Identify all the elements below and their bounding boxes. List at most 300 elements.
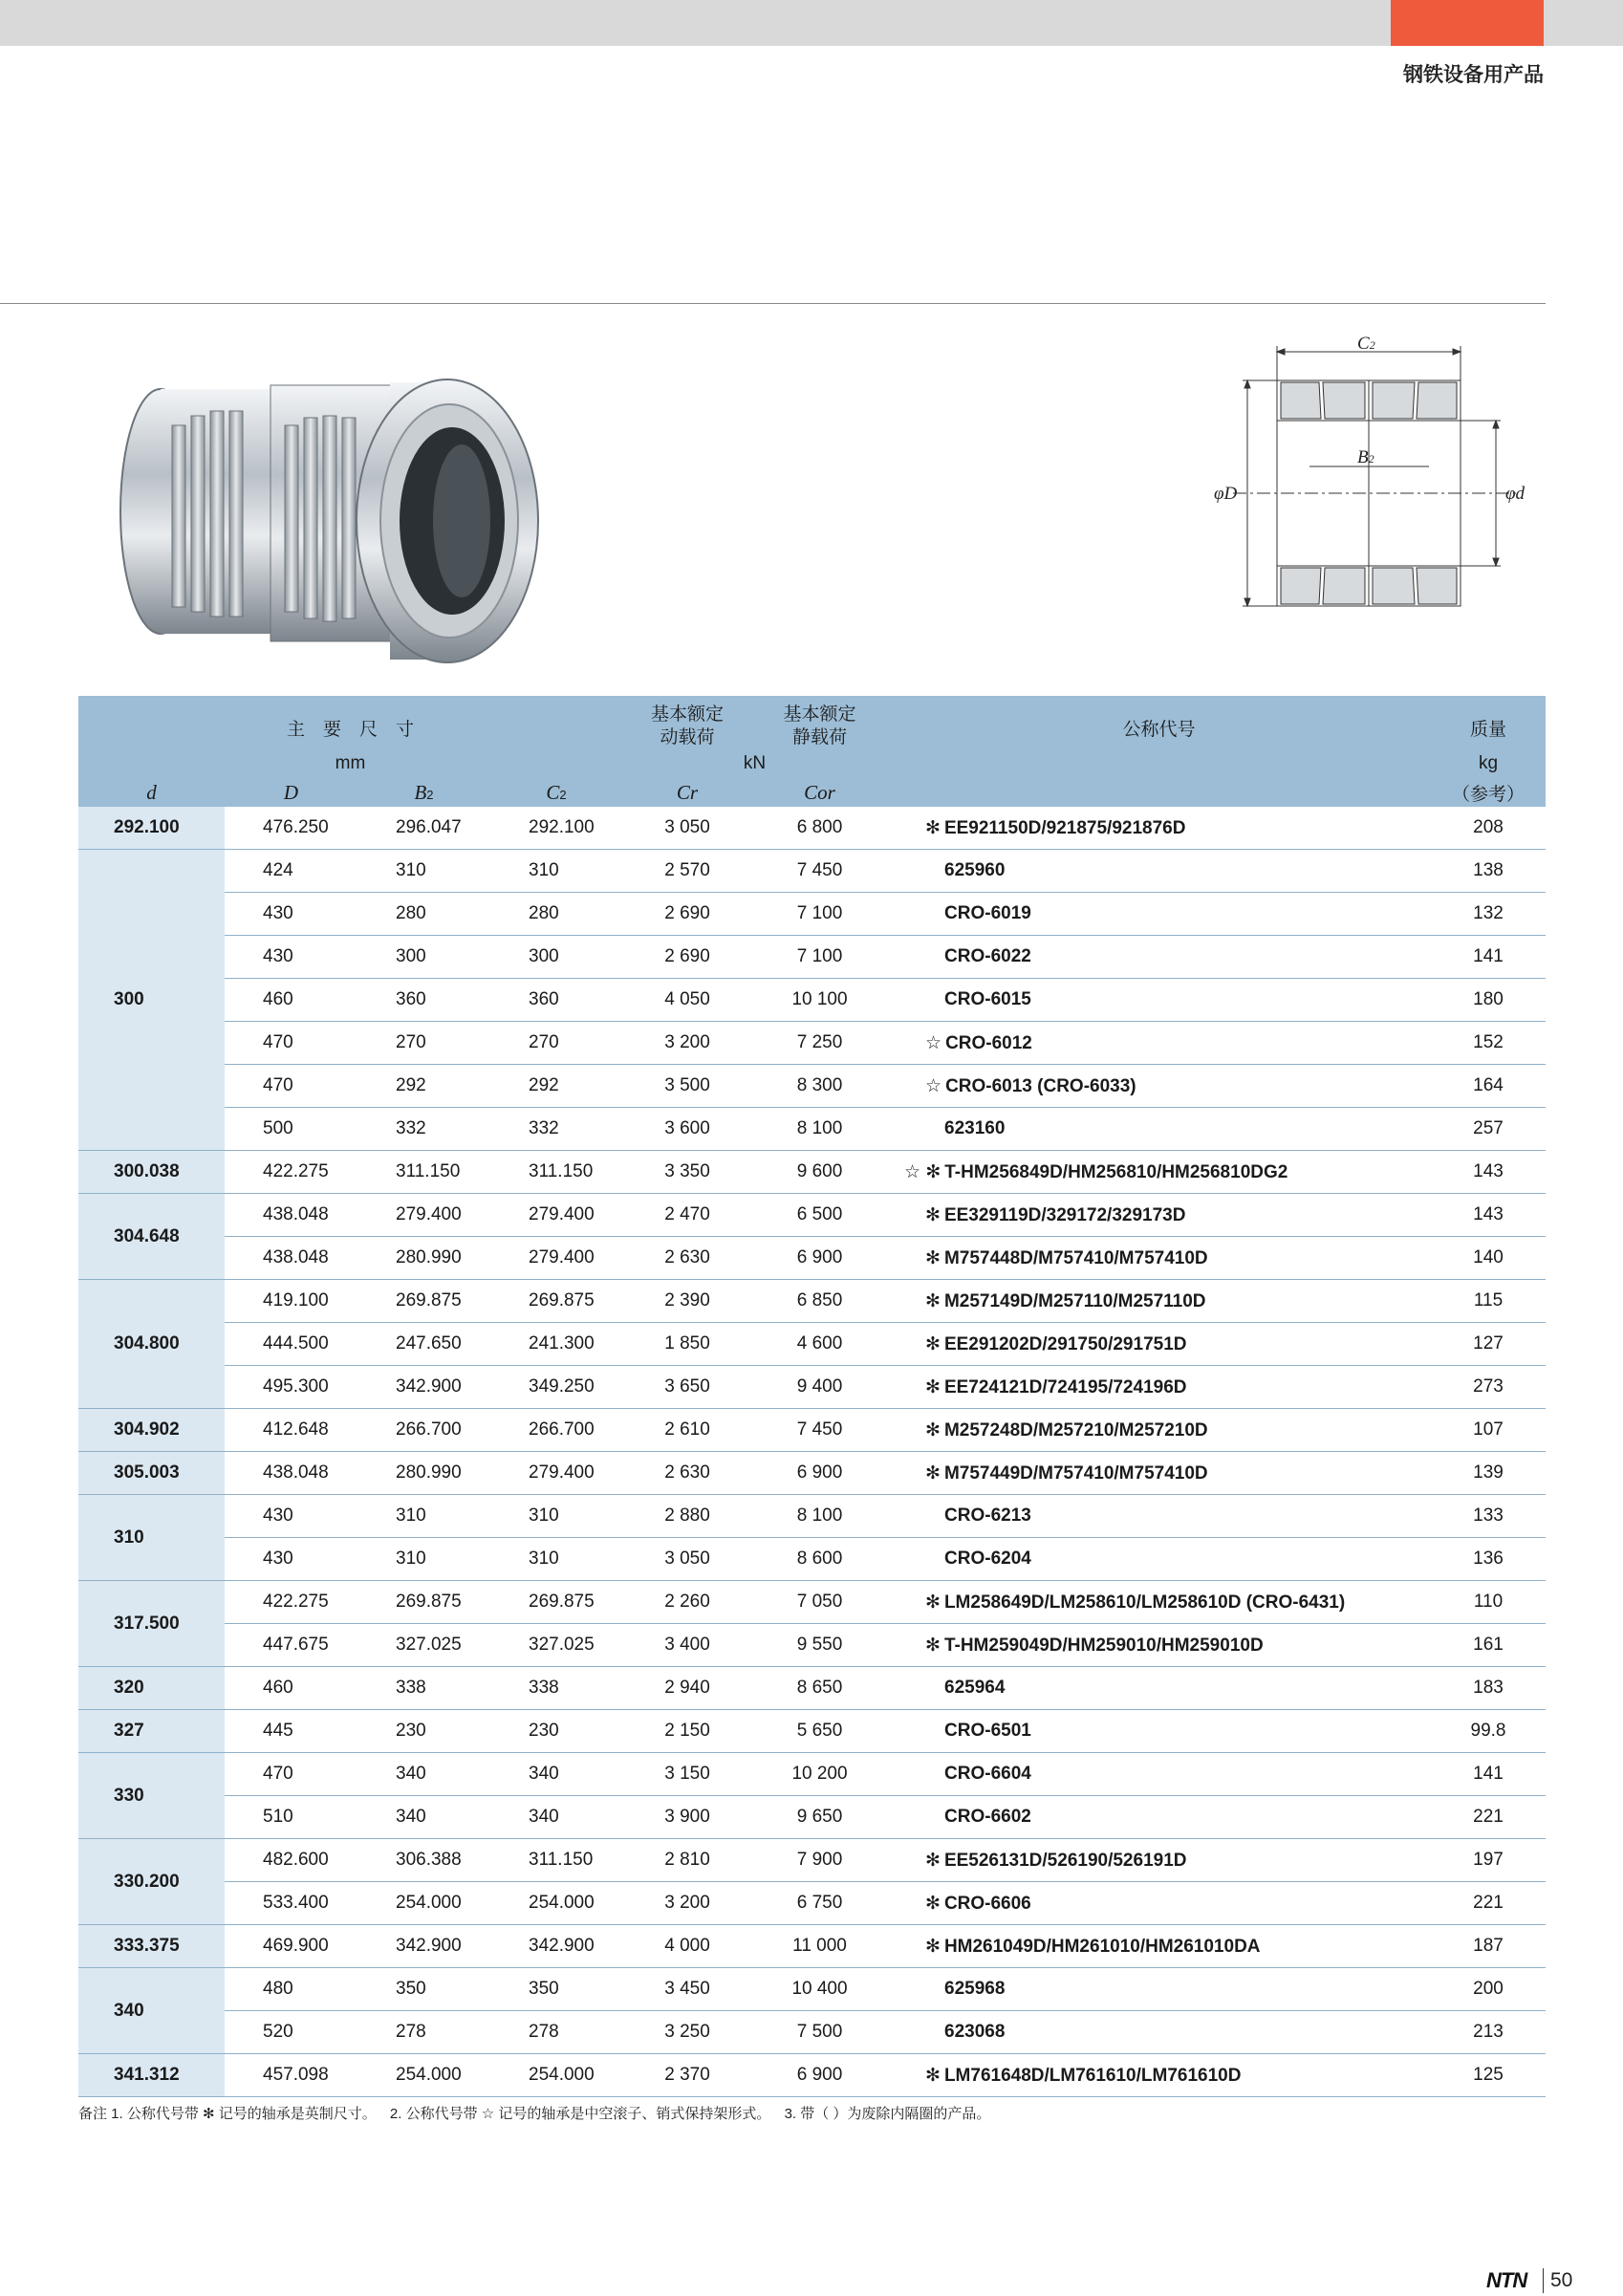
dynamic-load-cell: 2 630 xyxy=(622,1452,752,1495)
bore-diameter-cell: 317.500 xyxy=(78,1581,225,1667)
designation-code: EE329119D/329172/329173D xyxy=(943,1204,1186,1225)
outer-width-cell: 279.400 xyxy=(490,1237,622,1280)
bore-diameter-cell: 330.200 xyxy=(78,1839,225,1925)
sym-Cr: Cr xyxy=(676,780,699,804)
static-load-cell: 7 050 xyxy=(752,1581,887,1624)
inner-width-cell: 310 xyxy=(357,850,490,893)
table-row xyxy=(78,1194,1546,1237)
dynamic-load-cell: 2 630 xyxy=(622,1237,752,1280)
table-row xyxy=(78,1108,1546,1151)
header-mass: 质量 xyxy=(1431,696,1546,749)
dynamic-load-cell: 3 450 xyxy=(622,1968,752,2011)
designation-cell xyxy=(887,1667,1431,1710)
bearing-photo xyxy=(103,368,552,688)
table-row xyxy=(78,1710,1546,1753)
outer-diameter-cell: 424 xyxy=(225,850,357,893)
bore-diameter-cell: 310 xyxy=(78,1495,225,1581)
designation-mark: ✻ xyxy=(925,1376,941,1397)
outer-diameter-cell: 470 xyxy=(225,1022,357,1065)
table-row xyxy=(78,893,1546,936)
mass-cell: 141 xyxy=(1431,1753,1546,1796)
designation-code: 625968 xyxy=(944,1979,1006,1999)
outer-width-cell: 241.300 xyxy=(490,1323,622,1366)
dynamic-load-cell: 2 880 xyxy=(622,1495,752,1538)
static-load-cell: 7 250 xyxy=(752,1022,887,1065)
designation-mark: ✻ xyxy=(925,1247,941,1268)
table-row xyxy=(78,1452,1546,1495)
outer-width-cell: 230 xyxy=(490,1710,622,1753)
inner-width-cell: 269.875 xyxy=(357,1581,490,1624)
outer-width-cell: 310 xyxy=(490,1495,622,1538)
outer-diameter-cell: 480 xyxy=(225,1968,357,2011)
dynamic-load-cell: 3 650 xyxy=(622,1366,752,1409)
bearing-cross-section-drawing xyxy=(1214,335,1544,655)
inner-width-cell: 278 xyxy=(357,2011,490,2054)
svg-text:C2 xyxy=(1357,335,1375,354)
outer-width-cell: 342.900 xyxy=(490,1925,622,1968)
static-load-cell: 7 900 xyxy=(752,1839,887,1882)
static-load-cell: 6 900 xyxy=(752,2054,887,2097)
designation-cell xyxy=(887,979,1431,1022)
static-load-cell: 7 450 xyxy=(752,1409,887,1452)
outer-width-cell: 270 xyxy=(490,1022,622,1065)
header-sym-B2 xyxy=(357,778,490,807)
table-row xyxy=(78,1409,1546,1452)
drawing-label-B: B xyxy=(1357,447,1369,467)
static-load-cell: 6 900 xyxy=(752,1452,887,1495)
header-sym-Cor xyxy=(752,778,887,807)
static-load-cell: 8 100 xyxy=(752,1495,887,1538)
bore-diameter-cell: 304.902 xyxy=(78,1409,225,1452)
bore-diameter-cell: 330 xyxy=(78,1753,225,1839)
designation-code: 625960 xyxy=(944,860,1006,880)
outer-width-cell: 311.150 xyxy=(490,1839,622,1882)
outer-diameter-cell: 470 xyxy=(225,1065,357,1108)
outer-width-cell: 269.875 xyxy=(490,1581,622,1624)
dynamic-load-cell: 3 250 xyxy=(622,2011,752,2054)
designation-mark: ✻ xyxy=(925,1204,941,1225)
outer-diameter-cell: 430 xyxy=(225,893,357,936)
inner-width-cell: 269.875 xyxy=(357,1280,490,1323)
sym-d: d xyxy=(146,780,157,804)
designation-cell xyxy=(887,1581,1431,1624)
outer-width-cell: 292 xyxy=(490,1065,622,1108)
sym-C-sub: 2 xyxy=(559,787,567,802)
header-mass-ref: （参考） xyxy=(1431,778,1546,807)
designation-code: 623160 xyxy=(944,1118,1006,1138)
dynamic-load-cell: 3 400 xyxy=(622,1624,752,1667)
designation-cell xyxy=(887,1323,1431,1366)
dynamic-load-cell: 2 940 xyxy=(622,1667,752,1710)
outer-diameter-cell: 460 xyxy=(225,1667,357,1710)
outer-diameter-cell: 430 xyxy=(225,1495,357,1538)
designation-mark: ✻ xyxy=(925,1936,941,1957)
table-row xyxy=(78,936,1546,979)
mass-cell: 140 xyxy=(1431,1237,1546,1280)
inner-width-cell: 300 xyxy=(357,936,490,979)
table-row xyxy=(78,1237,1546,1280)
outer-width-cell: 269.875 xyxy=(490,1280,622,1323)
sym-Cor: Cor xyxy=(804,780,835,804)
inner-width-cell: 266.700 xyxy=(357,1409,490,1452)
designation-mark: ✻ xyxy=(925,1462,941,1484)
mass-cell: 138 xyxy=(1431,850,1546,893)
dynamic-load-cell: 2 470 xyxy=(622,1194,752,1237)
mass-cell: 110 xyxy=(1431,1581,1546,1624)
outer-diameter-cell: 412.648 xyxy=(225,1409,357,1452)
mass-cell: 152 xyxy=(1431,1022,1546,1065)
designation-cell xyxy=(887,1366,1431,1409)
outer-diameter-cell: 438.048 xyxy=(225,1237,357,1280)
table-row xyxy=(78,1065,1546,1108)
mass-cell: 99.8 xyxy=(1431,1710,1546,1753)
designation-cell xyxy=(887,1452,1431,1495)
table-row xyxy=(78,2011,1546,2054)
bore-diameter-cell: 300 xyxy=(78,850,225,1151)
outer-width-cell: 360 xyxy=(490,979,622,1022)
designation-mark: ✻ xyxy=(925,1333,941,1354)
designation-cell xyxy=(887,850,1431,893)
dynamic-load-cell: 3 050 xyxy=(622,807,752,850)
dynamic-load-cell: 2 570 xyxy=(622,850,752,893)
table-row xyxy=(78,1151,1546,1194)
drawing-label-C: C xyxy=(1357,335,1370,354)
table-row xyxy=(78,2054,1546,2097)
outer-width-cell: 292.100 xyxy=(490,807,622,850)
table-row xyxy=(78,979,1546,1022)
designation-mark: ✻ xyxy=(925,1850,941,1871)
inner-width-cell: 311.150 xyxy=(357,1151,490,1194)
header-sym-d xyxy=(78,778,225,807)
inner-width-cell: 306.388 xyxy=(357,1839,490,1882)
mass-cell: 257 xyxy=(1431,1108,1546,1151)
designation-mark: ✻ xyxy=(925,1893,941,1914)
designation-cell xyxy=(887,1065,1431,1108)
mass-cell: 125 xyxy=(1431,2054,1546,2097)
inner-width-cell: 342.900 xyxy=(357,1366,490,1409)
top-bar xyxy=(0,0,1623,46)
sym-B: B xyxy=(414,780,427,804)
designation-code: CRO-6213 xyxy=(944,1505,1031,1526)
table-row xyxy=(78,1796,1546,1839)
outer-diameter-cell: 520 xyxy=(225,2011,357,2054)
static-load-cell: 7 500 xyxy=(752,2011,887,2054)
designation-cell xyxy=(887,1839,1431,1882)
inner-width-cell: 292 xyxy=(357,1065,490,1108)
designation-cell xyxy=(887,1753,1431,1796)
mass-cell: 183 xyxy=(1431,1667,1546,1710)
bore-diameter-cell: 304.800 xyxy=(78,1280,225,1409)
mass-cell: 133 xyxy=(1431,1495,1546,1538)
designation-code: EE526131D/526190/526191D xyxy=(943,1850,1187,1871)
static-load-cell: 9 650 xyxy=(752,1796,887,1839)
mass-cell: 164 xyxy=(1431,1065,1546,1108)
footnote-2: 2. 公称代号带 ☆ 记号的轴承是中空滚子、销式保持架形式。 xyxy=(389,2106,771,2122)
static-load-cell: 7 100 xyxy=(752,893,887,936)
designation-code: CRO-6015 xyxy=(944,989,1031,1009)
table-row xyxy=(78,1022,1546,1065)
designation-code: CRO-6604 xyxy=(944,1764,1031,1784)
outer-diameter-cell: 438.048 xyxy=(225,1194,357,1237)
mass-cell: 273 xyxy=(1431,1366,1546,1409)
static-load-cell: 10 200 xyxy=(752,1753,887,1796)
mass-cell: 213 xyxy=(1431,2011,1546,2054)
designation-code: CRO-6501 xyxy=(944,1721,1031,1741)
inner-width-cell: 280 xyxy=(357,893,490,936)
dynamic-load-cell: 3 150 xyxy=(622,1753,752,1796)
designation-code: T-HM259049D/HM259010/HM259010D xyxy=(943,1635,1264,1656)
inner-width-cell: 342.900 xyxy=(357,1925,490,1968)
dynamic-load-cell: 3 050 xyxy=(622,1538,752,1581)
header-load-dynamic: 基本额定 动载荷 xyxy=(622,696,752,749)
mass-cell: 187 xyxy=(1431,1925,1546,1968)
outer-width-cell: 338 xyxy=(490,1667,622,1710)
designation-code: CRO-6019 xyxy=(944,903,1031,923)
mass-cell: 136 xyxy=(1431,1538,1546,1581)
designation-code: M257248D/M257210/M257210D xyxy=(943,1419,1208,1440)
outer-width-cell: 266.700 xyxy=(490,1409,622,1452)
dynamic-load-cell: 3 500 xyxy=(622,1065,752,1108)
outer-diameter-cell: 510 xyxy=(225,1796,357,1839)
table-body xyxy=(78,807,1546,2097)
designation-cell xyxy=(887,1237,1431,1280)
designation-code: M757449D/M757410/M757410D xyxy=(943,1462,1208,1484)
table-row xyxy=(78,850,1546,893)
designation-code: CRO-6022 xyxy=(944,946,1031,966)
static-load-cell: 7 100 xyxy=(752,936,887,979)
mass-cell: 197 xyxy=(1431,1839,1546,1882)
dynamic-load-cell: 2 810 xyxy=(622,1839,752,1882)
table-row xyxy=(78,1323,1546,1366)
designation-cell xyxy=(887,2054,1431,2097)
outer-diameter-cell: 476.250 xyxy=(225,807,357,850)
table-row xyxy=(78,1581,1546,1624)
brand-logo: NTN xyxy=(1486,2268,1527,2292)
mass-cell: 127 xyxy=(1431,1323,1546,1366)
mass-cell: 161 xyxy=(1431,1624,1546,1667)
inner-width-cell: 254.000 xyxy=(357,1882,490,1925)
table-row xyxy=(78,1280,1546,1323)
dynamic-load-cell: 3 200 xyxy=(622,1882,752,1925)
header-code: 公称代号 xyxy=(887,696,1431,749)
static-load-cell: 6 750 xyxy=(752,1882,887,1925)
outer-diameter-cell: 470 xyxy=(225,1753,357,1796)
dynamic-load-cell: 2 370 xyxy=(622,2054,752,2097)
inner-width-cell: 280.990 xyxy=(357,1237,490,1280)
designation-cell xyxy=(887,1022,1431,1065)
static-load-cell: 6 850 xyxy=(752,1280,887,1323)
static-load-cell: 10 100 xyxy=(752,979,887,1022)
dynamic-load-cell: 3 900 xyxy=(622,1796,752,1839)
table-row xyxy=(78,1753,1546,1796)
table-row xyxy=(78,1366,1546,1409)
mass-cell: 221 xyxy=(1431,1882,1546,1925)
mass-cell: 200 xyxy=(1431,1968,1546,2011)
table-row xyxy=(78,1839,1546,1882)
designation-mark: ✻ xyxy=(925,1290,941,1311)
static-load-cell: 10 400 xyxy=(752,1968,887,2011)
outer-width-cell: 310 xyxy=(490,850,622,893)
table-header xyxy=(78,696,1546,807)
designation-code: M757448D/M757410/M757410D xyxy=(943,1247,1208,1268)
outer-width-cell: 349.250 xyxy=(490,1366,622,1409)
designation-mark: ✻ xyxy=(925,817,941,838)
outer-width-cell: 340 xyxy=(490,1796,622,1839)
dynamic-load-cell: 4 050 xyxy=(622,979,752,1022)
top-bar-accent xyxy=(1391,0,1544,46)
inner-width-cell: 360 xyxy=(357,979,490,1022)
table-row xyxy=(78,1624,1546,1667)
inner-width-cell: 332 xyxy=(357,1108,490,1151)
page-number-divider xyxy=(1543,2268,1544,2293)
inner-width-cell: 280.990 xyxy=(357,1452,490,1495)
designation-cell xyxy=(887,1538,1431,1581)
bore-diameter-cell: 341.312 xyxy=(78,2054,225,2097)
sym-D: D xyxy=(283,780,299,804)
bore-diameter-cell: 292.100 xyxy=(78,807,225,850)
mass-cell: 115 xyxy=(1431,1280,1546,1323)
outer-diameter-cell: 460 xyxy=(225,979,357,1022)
static-load-cell: 9 600 xyxy=(752,1151,887,1194)
inner-width-cell: 230 xyxy=(357,1710,490,1753)
inner-width-cell: 310 xyxy=(357,1538,490,1581)
outer-width-cell: 332 xyxy=(490,1108,622,1151)
designation-cell xyxy=(887,1194,1431,1237)
header-load-unit: kN xyxy=(622,749,887,778)
dynamic-load-cell: 2 690 xyxy=(622,893,752,936)
page-number: 50 xyxy=(1550,2269,1573,2291)
designation-cell xyxy=(887,1710,1431,1753)
designation-cell xyxy=(887,1151,1431,1194)
drawing-label-C-sub: 2 xyxy=(1369,338,1375,352)
svg-text:B2 xyxy=(1357,447,1374,467)
designation-code: CRO-6012 xyxy=(945,1032,1032,1053)
designation-cell xyxy=(887,1882,1431,1925)
designation-cell xyxy=(887,1495,1431,1538)
designation-code: EE921150D/921875/921876D xyxy=(943,817,1186,838)
designation-code: CRO-6602 xyxy=(944,1807,1031,1827)
dynamic-load-cell: 2 390 xyxy=(622,1280,752,1323)
inner-width-cell: 279.400 xyxy=(357,1194,490,1237)
designation-cell xyxy=(887,2011,1431,2054)
designation-mark: ✻ xyxy=(925,1419,941,1440)
designation-code: T-HM256849D/HM256810/HM256810DG2 xyxy=(944,1161,1288,1182)
static-load-cell: 8 100 xyxy=(752,1108,887,1151)
outer-width-cell: 279.400 xyxy=(490,1452,622,1495)
header-sym-C2 xyxy=(490,778,622,807)
outer-diameter-cell: 469.900 xyxy=(225,1925,357,1968)
designation-mark: ✻ xyxy=(925,1635,941,1656)
drawing-label-inner-diameter: φd xyxy=(1505,484,1526,504)
dynamic-load-cell: 2 610 xyxy=(622,1409,752,1452)
header-mass-unit: kg xyxy=(1431,749,1546,778)
static-load-cell: 5 650 xyxy=(752,1710,887,1753)
outer-width-cell: 350 xyxy=(490,1968,622,2011)
static-load-cell: 9 400 xyxy=(752,1366,887,1409)
footnote-1: 备注 1. 公称代号带 ✻ 记号的轴承是英制尺寸。 xyxy=(78,2106,377,2122)
static-load-cell: 6 900 xyxy=(752,1237,887,1280)
designation-cell xyxy=(887,893,1431,936)
bore-diameter-cell: 305.003 xyxy=(78,1452,225,1495)
footnotes xyxy=(78,2103,1000,2123)
designation-code: M257149D/M257110/M257110D xyxy=(943,1290,1206,1311)
drawing-label-outer-diameter: φD xyxy=(1214,484,1238,504)
outer-width-cell: 340 xyxy=(490,1753,622,1796)
inner-width-cell: 340 xyxy=(357,1796,490,1839)
mass-cell: 221 xyxy=(1431,1796,1546,1839)
header-load-static: 基本额定 静载荷 xyxy=(752,696,887,749)
header-main-dims: 主 要 尺 寸 xyxy=(78,696,622,749)
bore-diameter-cell: 300.038 xyxy=(78,1151,225,1194)
mass-cell: 132 xyxy=(1431,893,1546,936)
inner-width-cell: 270 xyxy=(357,1022,490,1065)
designation-mark: ☆ ✻ xyxy=(904,1161,941,1182)
outer-width-cell: 311.150 xyxy=(490,1151,622,1194)
outer-diameter-cell: 445 xyxy=(225,1710,357,1753)
outer-width-cell: 310 xyxy=(490,1538,622,1581)
mass-cell: 143 xyxy=(1431,1151,1546,1194)
inner-width-cell: 327.025 xyxy=(357,1624,490,1667)
mass-cell: 143 xyxy=(1431,1194,1546,1237)
designation-code: EE291202D/291750/291751D xyxy=(943,1333,1187,1354)
sym-C: C xyxy=(546,780,560,804)
section-title: 钢铁设备用产品 xyxy=(1403,64,1544,86)
bearing-spec-table xyxy=(78,696,1546,2097)
header-code-blank-2 xyxy=(887,778,1431,807)
table-row xyxy=(78,1968,1546,2011)
inner-width-cell: 338 xyxy=(357,1667,490,1710)
static-load-cell: 4 600 xyxy=(752,1323,887,1366)
bore-diameter-cell: 327 xyxy=(78,1710,225,1753)
outer-diameter-cell: 422.275 xyxy=(225,1151,357,1194)
outer-diameter-cell: 419.100 xyxy=(225,1280,357,1323)
static-load-cell: 8 300 xyxy=(752,1065,887,1108)
dynamic-load-cell: 1 850 xyxy=(622,1323,752,1366)
inner-width-cell: 340 xyxy=(357,1753,490,1796)
designation-code: HM261049D/HM261010/HM261010DA xyxy=(943,1936,1261,1957)
inner-width-cell: 310 xyxy=(357,1495,490,1538)
sym-B-sub: 2 xyxy=(426,787,434,802)
inner-width-cell: 254.000 xyxy=(357,2054,490,2097)
outer-width-cell: 280 xyxy=(490,893,622,936)
designation-code: CRO-6204 xyxy=(944,1549,1031,1569)
dynamic-load-cell: 4 000 xyxy=(622,1925,752,1968)
designation-code: CRO-6013 (CRO-6033) xyxy=(945,1075,1136,1096)
designation-mark: ☆ xyxy=(925,1032,942,1053)
outer-width-cell: 327.025 xyxy=(490,1624,622,1667)
designation-code: LM761648D/LM761610/LM761610D xyxy=(943,2065,1242,2086)
designation-cell xyxy=(887,1409,1431,1452)
designation-cell xyxy=(887,1796,1431,1839)
inner-width-cell: 296.047 xyxy=(357,807,490,850)
inner-width-cell: 350 xyxy=(357,1968,490,2011)
table-row xyxy=(78,1538,1546,1581)
designation-cell xyxy=(887,807,1431,850)
designation-mark: ✻ xyxy=(925,1592,941,1613)
outer-diameter-cell: 482.600 xyxy=(225,1839,357,1882)
header-dims-unit: mm xyxy=(78,749,622,778)
mass-cell: 141 xyxy=(1431,936,1546,979)
designation-cell xyxy=(887,1968,1431,2011)
table-row xyxy=(78,807,1546,850)
static-load-cell: 8 600 xyxy=(752,1538,887,1581)
table-row xyxy=(78,1495,1546,1538)
outer-width-cell: 254.000 xyxy=(490,2054,622,2097)
outer-diameter-cell: 438.048 xyxy=(225,1452,357,1495)
table-row xyxy=(78,1667,1546,1710)
bore-diameter-cell: 320 xyxy=(78,1667,225,1710)
designation-code: 625964 xyxy=(944,1678,1006,1698)
